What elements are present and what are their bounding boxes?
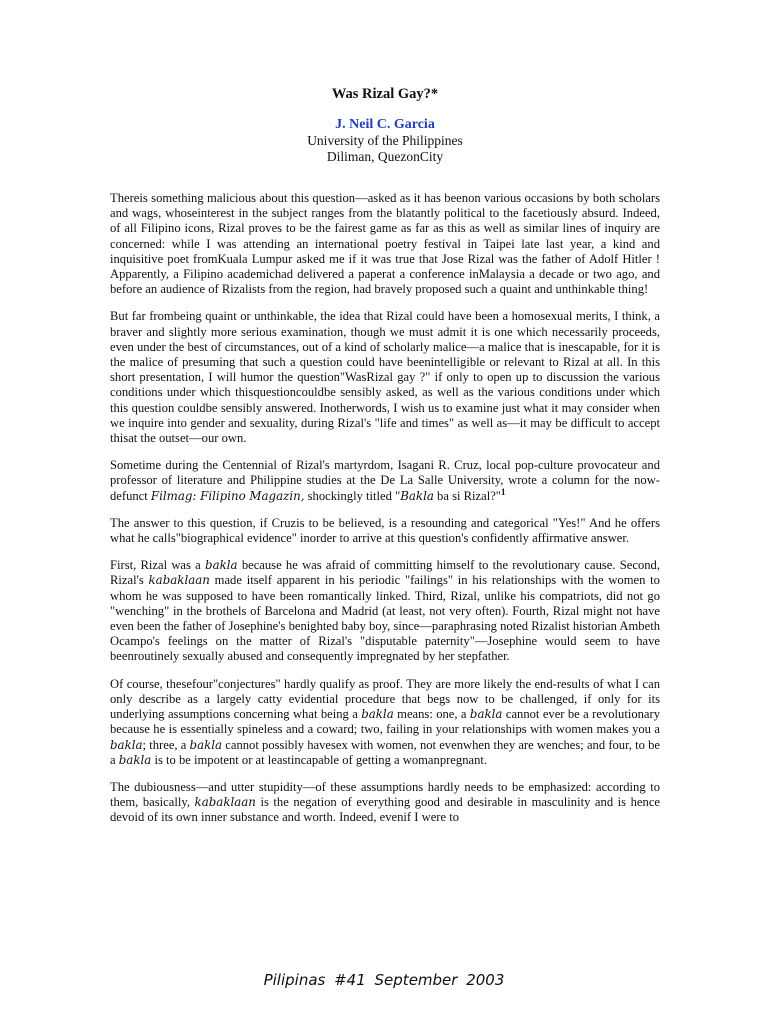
paragraph-6 (110, 677, 660, 768)
p7-italic-1: kabaklaan (194, 795, 256, 810)
page-footer: Pilipinas #41 September 2003 (263, 971, 505, 989)
p6-text-d: ; three, a (142, 737, 190, 752)
p5-text-a: First, Rizal was a (110, 558, 206, 573)
paragraph-7 (110, 780, 660, 826)
affiliation-location: Diliman, QuezonCity (326, 149, 444, 164)
footnote-ref-1: 1 (500, 486, 506, 497)
article (110, 86, 660, 838)
p6-text-c: cannot ever be a revolutionary because he is essentially spineless and a coward; two, failing in your relationships with women makes you a (110, 707, 660, 737)
p7-text-a: The dubiousness—and utter stupidity—of these assumptions hardly needs to be emphasized: according to them, basically, (110, 779, 660, 810)
p6-italic-5: bakla (118, 752, 152, 767)
p5-text-b: because he was afraid of committing himself to the revolutionary cause. Second, Rizal's (110, 558, 660, 588)
p3-italic-bakla: Bakla (400, 488, 434, 503)
p6-italic-1: bakla (361, 707, 394, 722)
paragraph-5 (110, 558, 660, 664)
paragraph-1: Thereis something malicious about this question—asked as it has beenon various occasions by both scholars and wags, whoseinterest in the subject ranges from the blatantly political to the facetiously absurd. Indeed, of all Filipino icons, Rizal proves to be the fairest game as far as this as well as similar lines of inquiry are concerned: while I was attending an international poetry festival in Taipei late last year, a kind and inquisitive poet fromKuala Lumpur asked me if it was true that Jose Rizal was the father of Adolf Hitler ! Apparently, a Filipino academichad delivered a paperat a conference inMalaysia a decade or two ago, and before an audience of Rizalists from the region, had bravely proposed such a quaint and unthinkable thing! (110, 191, 660, 297)
p3-text-b: shockingly titled " (304, 488, 401, 503)
p3-text-a: Sometime during the Centennial of Rizal's martyrdom, Isagani R. Cruz, local pop-culture provocateur and professor of literature and Philippine studies at the De La Salle University, wrote a column for the now-defunct (110, 458, 660, 503)
p6-italic-2: bakla (469, 707, 503, 722)
p3-italic-magazine: Filmag: Filipino Magazin, (150, 488, 305, 503)
article-title: Was Rizal Gay?* (331, 86, 439, 102)
p6-text-a: Of course, thesefour"conjectures" hardly qualify as proof. They are more likely the end-results of what I can only describe as a largely catty evidential procedure that begs now to be challenged, if only for its underlying assumptions concerning what being a (110, 676, 660, 722)
p6-text-b: means: one, a (393, 707, 470, 722)
paragraph-2: But far frombeing quaint or unthinkable, the idea that Rizal could have been a homosexual merits, I think, a braver and slightly more serious examination, though we must admit it is one which necessarily proceeds, even under the best of circumstances, out of a kind of scholarly malice—a malice that is inescapable, for it is the malice of presuming that such a question could have beenintelligible or relevant to Rizal at all. In this short presentation, I will humor the question"WasRizal gay ?" if only to open up to discussion the various conditions under which thisquestioncouldbe sensibly asked, as well as the various conditions under which this question couldbe sensibly answered. Inotherwords, I wish us to examine just what it may consider when we inquire into gender and sexuality, during Rizal's "life and times" as well as—it may be difficult to accept thisat the outset—our own. (110, 309, 660, 446)
p7-text-b: is the negation of everything good and desirable in masculinity and is hence devoid of its own inner substance and worth. Indeed, evenif I were to (110, 795, 660, 825)
p3-text-c: ba si Rizal?" (433, 488, 501, 503)
article-body (110, 191, 660, 826)
p5-italic-1: bakla (205, 558, 238, 573)
paragraph-4: The answer to this question, if Cruzis to be believed, is a resounding and categorical "Yes!" And he offers what he calls"biographical evidence" inorder to arrive at this question's confidently affirmative answer. (110, 515, 660, 546)
p5-text-c: made itself apparent in his periodic "failings" in his relationships with the women to whom he was supposed to have been romantically linked. Third, Rizal, unlike his compatriots, did not go "wenching" in the brothels of Barcelona and Madrid (at least, not very often). Fourth, Rizal might not have even been the father of Josephine's benighted baby boy, since—paraphrasing noted Rizalist historian Ambeth Ocampo's feelings on the matter of Rizal's "disputable paternity"—Josephine would seem to have beenroutinely sexually abused and consequently impregnated by her stepfather. (110, 573, 660, 664)
paragraph-3 (110, 458, 660, 504)
affiliation-university: University of the Philippines (307, 133, 463, 148)
p6-italic-3: bakla (110, 737, 143, 752)
author-name: J. Neil C. Garcia (335, 117, 435, 132)
p6-text-f: is to be impotent or at leastincapable of getting a womanpregnant. (151, 752, 488, 767)
p6-text-e: cannot possibly havesex with women, not evenwhen they are wenches; and four, to be a (110, 737, 661, 767)
p6-italic-4: bakla (189, 737, 223, 752)
p5-italic-2: kabaklaan (148, 573, 210, 588)
